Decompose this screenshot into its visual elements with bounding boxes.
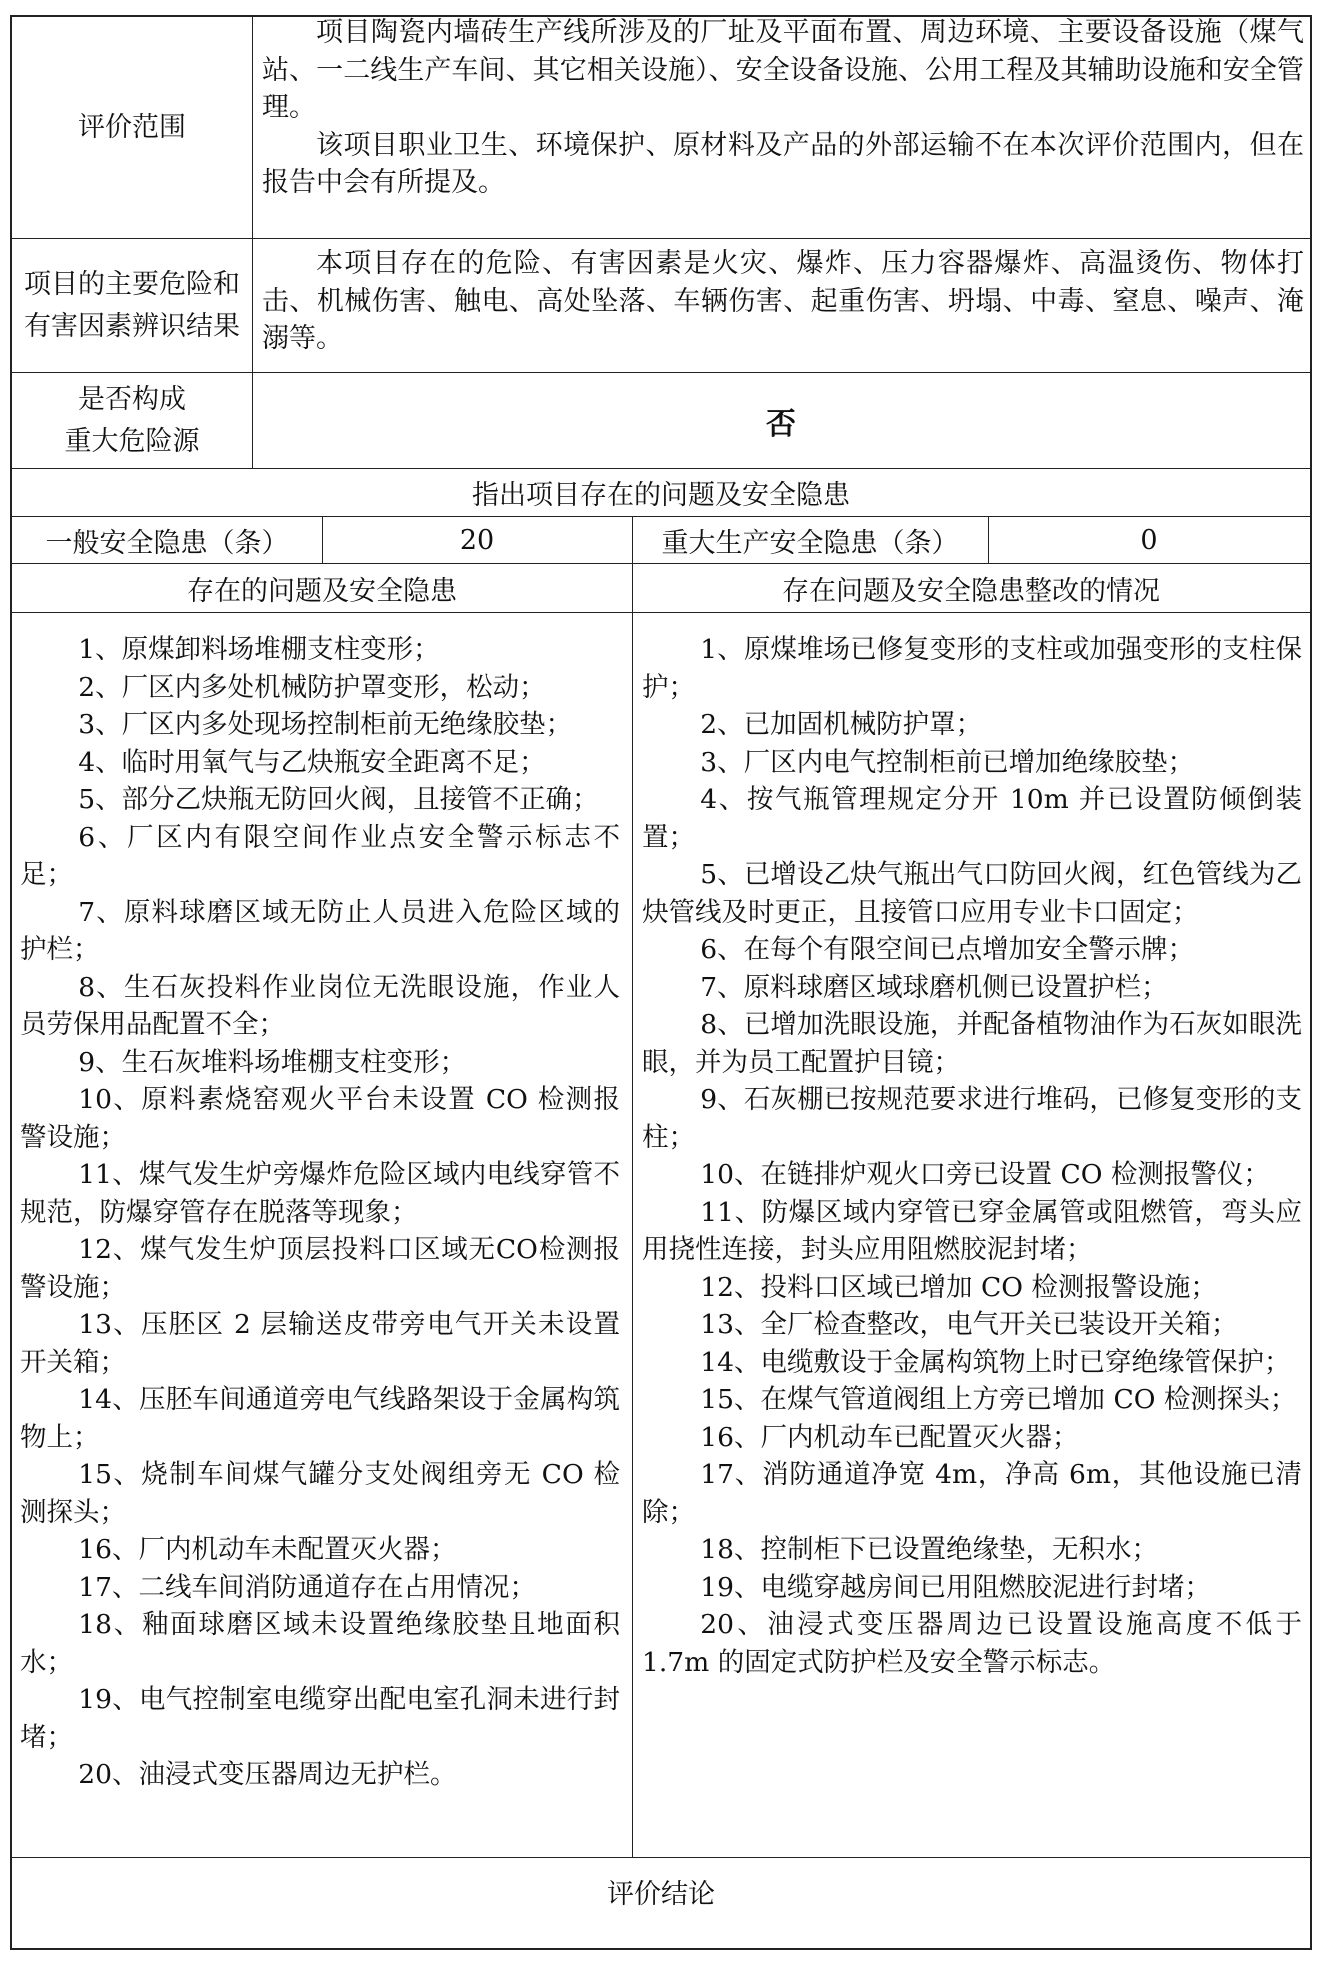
problem-item: 18、釉面球磨区域未设置绝缘胶垫且地面积水； (20, 1609, 620, 1678)
general-hazard-label: 一般安全隐患（条） (45, 528, 289, 559)
rectification-item: 10、在链排炉观火口旁已设置 CO 检测报警仪； (700, 1159, 1270, 1190)
hazards-content: 本项目存在的危险、有害因素是火灾、爆炸、压力容器爆炸、高温烫伤、物体打击、机械伤害、触电、高处坠落、车辆伤害、起重伤害、坍塌、中毒、窒息、噪声、淹溺等。 (262, 248, 1304, 354)
scope-content (262, 14, 1304, 202)
problem-item: 20、油浸式变压器周边无护栏。 (78, 1759, 457, 1790)
rectification-item: 16、厂内机动车已配置灭火器； (700, 1421, 1079, 1453)
rectification-item: 4、按气瓶管理规定分开 10m 并已设置防倾倒装置； (642, 784, 1302, 853)
hazards-label: 项目的主要危险和有害因素辨识结果 (24, 269, 240, 342)
problem-item: 10、原料素烧窑观火平台未设置 CO 检测报警设施； (20, 1084, 620, 1153)
major-hazard-count: 0 (1140, 525, 1158, 556)
problem-item: 12、煤气发生炉顶层投料口区域无CO检测报警设施； (20, 1234, 620, 1303)
counts-row (12, 517, 1310, 564)
major-hazard-label (12, 373, 252, 469)
issues-lists-row (12, 613, 1310, 1858)
rectification-item: 18、控制柜下已设置绝缘垫，无积水； (700, 1534, 1159, 1565)
scope-para-2: 该项目职业卫生、环境保护、原材料及产品的外部运输不在本次评价范围内，但在报告中会有所提及。 (262, 129, 1304, 198)
rectification-item: 5、已增设乙炔气瓶出气口防回火阀，红色管线为乙炔管线及时更正，且接管口应用专业卡口固定； (642, 859, 1302, 928)
problem-item: 8、生石灰投料作业岗位无洗眼设施，作业人员劳保用品配置不全； (20, 971, 620, 1040)
problem-item: 17、二线车间消防通道存在占用情况； (78, 1571, 537, 1603)
assessment-table (10, 15, 1312, 1950)
problem-item: 3、厂区内多处现场控制柜前无绝缘胶垫； (78, 709, 573, 740)
rectification-item: 2、已加固机械防护罩； (700, 709, 983, 740)
general-hazard-count: 20 (459, 525, 495, 556)
rectification-item: 3、厂区内电气控制柜前已增加绝缘胶垫； (700, 746, 1195, 778)
rectification-column-header: 存在问题及安全隐患整改的情况 (782, 576, 1160, 607)
issues-header: 指出项目存在的问题及安全隐患 (12, 469, 1310, 517)
problem-item: 7、原料球磨区域无防止人员进入危险区域的护栏； (20, 896, 620, 965)
columns-header-row (12, 564, 1310, 613)
conclusion-header: 评价结论 (607, 1878, 715, 1910)
major-hazard-label-line1: 是否构成 (78, 384, 186, 415)
rectification-item: 14、电缆敷设于金属构筑物上时已穿绝缘管保护； (700, 1346, 1291, 1378)
rectification-item: 9、石灰棚已按规范要求进行堆码，已修复变形的支柱； (642, 1084, 1302, 1153)
problems-list (20, 631, 620, 1794)
major-hazard-count-label: 重大生产安全隐患（条） (661, 528, 959, 559)
problem-item: 6、厂区内有限空间作业点安全警示标志不足； (20, 821, 620, 890)
problem-item: 1、原煤卸料场堆棚支柱变形； (78, 634, 440, 665)
problem-item: 9、生石灰堆料场堆棚支柱变形； (78, 1046, 467, 1078)
rectification-item: 17、消防通道净宽 4m，净高 6m，其他设施已清除； (642, 1459, 1302, 1528)
problems-column-header: 存在的问题及安全隐患 (187, 576, 457, 607)
rectification-item: 6、在每个有限空间已点增加安全警示牌； (700, 934, 1195, 965)
rectification-item: 19、电缆穿越房间已用阻燃胶泥进行封堵； (700, 1571, 1212, 1603)
problem-item: 2、厂区内多处机械防护罩变形，松动； (78, 671, 546, 703)
rectification-item: 15、在煤气管道阀组上方旁已增加 CO 检测探头； (700, 1384, 1297, 1415)
problem-item: 11、煤气发生炉旁爆炸危险区域内电线穿管不规范，防爆穿管存在脱落等现象； (20, 1159, 620, 1228)
problem-item: 14、压胚车间通道旁电气线路架设于金属构筑物上； (20, 1384, 620, 1453)
major-hazard-label-line2: 重大危险源 (64, 426, 200, 457)
major-hazard-row (12, 373, 1310, 469)
hazards-row (12, 239, 1310, 373)
major-hazard-value: 否 (766, 407, 796, 442)
rectification-item: 1、原煤堆场已修复变形的支柱或加强变形的支柱保护； (642, 634, 1302, 703)
rectification-item: 8、已增加洗眼设施，并配备植物油作为石灰如眼洗眼，并为员工配置护目镜； (642, 1009, 1302, 1078)
rectification-item: 20、油浸式变压器周边已设置设施高度不低于 1.7m 的固定式防护栏及安全警示标志。 (642, 1609, 1302, 1678)
problem-item: 19、电气控制室电缆穿出配电室孔洞未进行封堵； (20, 1684, 620, 1753)
rectification-item: 11、防爆区域内穿管已穿金属管或阻燃管，弯头应用挠性连接，封头应用阻燃胶泥封堵； (642, 1196, 1302, 1265)
problem-item: 5、部分乙炔瓶无防回火阀，且接管不正确； (78, 784, 599, 815)
rectification-item: 7、原料球磨区域球磨机侧已设置护栏； (700, 971, 1168, 1003)
scope-para-1: 项目陶瓷内墙砖生产线所涉及的厂址及平面布置、周边环境、主要设备设施（煤气站、一二线生产车间、其它相关设施）、安全设备设施、公用工程及其辅助设施和安全管理。 (262, 17, 1304, 123)
problem-item: 16、厂内机动车未配置灭火器； (78, 1534, 457, 1565)
problem-item: 13、压胚区 2 层输送皮带旁电气开关未设置开关箱； (20, 1309, 620, 1378)
rectification-item: 12、投料口区域已增加 CO 检测报警设施； (700, 1271, 1217, 1303)
scope-row (12, 17, 1310, 239)
rectification-item: 13、全厂检查整改，电气开关已装设开关箱； (700, 1309, 1238, 1340)
problem-item: 4、临时用氧气与乙炔瓶安全距离不足； (78, 746, 546, 778)
scope-label: 评价范围 (78, 112, 186, 144)
problem-item: 15、烧制车间煤气罐分支处阀组旁无 CO 检测探头； (20, 1459, 620, 1528)
rectification-list (642, 631, 1302, 1681)
